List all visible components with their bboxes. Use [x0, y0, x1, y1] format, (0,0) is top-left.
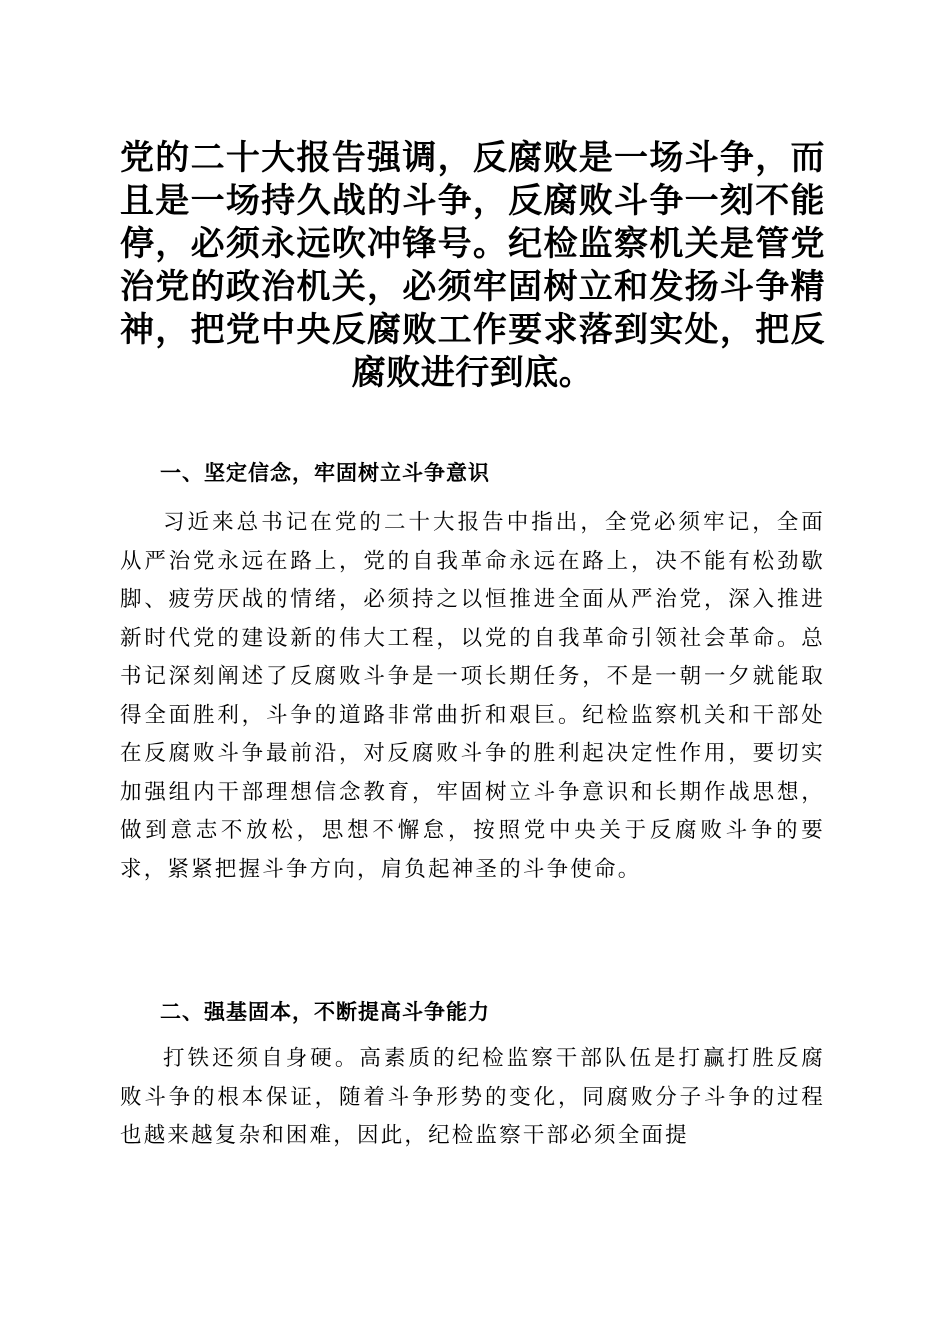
section-heading-1: 一、坚定信念，牢固树立斗争意识 — [160, 461, 490, 485]
document-title: 党的二十大报告强调，反腐败是一场斗争，而且是一场持久战的斗争，反腐败斗争一刻不能停，必须永远吹冲锋号。纪检监察机关是管党治党的政治机关，必须牢固树立和发扬斗争精神，把党中央反腐败工作要求落到实处，把反腐败进行到底。 — [120, 138, 825, 393]
section-paragraph-2: 打铁还须自身硬。高素质的纪检监察干部队伍是打赢打胜反腐败斗争的根本保证，随着斗争形势的变化，同腐败分子斗争的过程也越来越复杂和困难，因此，纪检监察干部必须全面提 — [120, 1046, 825, 1148]
section-paragraph-1: 习近来总书记在党的二十大报告中指出，全党必须牢记，全面从严治党永远在路上，党的自我革命永远在路上，决不能有松劲歇脚、疲劳厌战的情绪，必须持之以恒推进全面从严治党，深入推进新时代党的建设新的伟大工程，以党的自我革命引领社会革命。总书记深刻阐述了反腐败斗争是一项长期任务，不是一朝一夕就能取得全面胜利，斗争的道路非常曲折和艰巨。纪检监察机关和干部处在反腐败斗争最前沿，对反腐败斗争的胜利起决定性作用，要切实加强组内干部理想信念教育，牢固树立斗争意识和长期作战思想，做到意志不放松，思想不懈怠，按照党中央关于反腐败斗争的要求，紧紧把握斗争方向，肩负起神圣的斗争使命。 — [120, 510, 825, 882]
section-heading-2: 二、强基固本，不断提高斗争能力 — [160, 1000, 490, 1024]
